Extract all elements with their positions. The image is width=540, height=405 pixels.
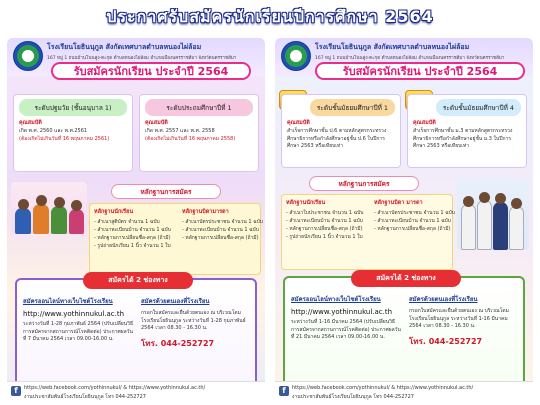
- school-website-link[interactable]: http://www.yothinnukul.ac.th: [23, 310, 125, 318]
- poster-footer: [275, 381, 533, 403]
- level-m4-title: ระดับชั้นมัธยมศึกษาปีที่ 4: [436, 99, 521, 116]
- evidence-item: - สำเนาบัตรประชาชน จำนวน 1 ฉบับ: [374, 210, 455, 216]
- page-headline: [0, 0, 540, 34]
- school-address: 167 หมู่ 1 ถนนบ้านโนนสูง-ตะกุด ตำบลหนองไผ่ล้อม อำเภอเมืองนครราชสีมา จังหวัดนครราชสีมา: [47, 56, 237, 61]
- requirements-label: คุณสมบัติ: [413, 120, 436, 126]
- apply-online-head: สมัครออนไลน์ทางเว็บไซต์โรงเรียน: [23, 298, 113, 305]
- level-m1-box: [281, 94, 401, 168]
- evidence-student-column: [94, 208, 171, 250]
- apply-onsite-column: [141, 296, 251, 350]
- school-logo: [13, 41, 43, 71]
- requirements-label: คุณสมบัติ: [145, 120, 168, 126]
- evidence-item: - หลักฐานการเปลี่ยนชื่อ-สกุล (ถ้ามี): [182, 235, 259, 241]
- school-name: โรงเรียนโยธินนุกูล สังกัดเทศบาลตำบลหนองไผ่ล้อม: [315, 43, 470, 51]
- school-logo: [281, 41, 311, 71]
- poster-primary: [7, 38, 265, 403]
- apply-online-column: [23, 296, 133, 344]
- students-photo: [11, 182, 87, 234]
- poster-footer: [7, 381, 265, 403]
- level-kindergarten-box: [13, 94, 133, 172]
- evidence-parent-head: หลักฐานบิดา มารดา: [374, 200, 423, 206]
- level-m4-box: [407, 94, 527, 168]
- level-m1-title: ระดับชั้นมัธยมศึกษาปีที่ 1: [310, 99, 395, 116]
- level-grade1-title: ระดับประถมศึกษาปีที่ 1: [145, 99, 253, 116]
- enrollment-banner: รับสมัครนักเรียน ประจำปี 2564: [315, 62, 525, 80]
- footer-links[interactable]: https://web.facebook.com/yothinnukul/ & https://www.yothinnukul.ac.th/: [24, 385, 206, 391]
- apply-online-head: สมัครออนไลน์ทางเว็บไซต์โรงเรียน: [291, 296, 381, 303]
- facebook-icon: f: [11, 386, 21, 396]
- evidence-item: - สำเนาทะเบียนบ้าน จำนวน 1 ฉบับ: [286, 218, 363, 224]
- evidence-item: - รูปถ่ายนักเรียน 1 นิ้ว จำนวน 1 ใบ: [94, 243, 171, 249]
- evidence-item: - หลักฐานการเปลี่ยนชื่อ-สกุล (ถ้ามี): [374, 226, 451, 232]
- requirements-text: สำเร็จการศึกษาชั้น ป.6 ตามหลักสูตรกระทรวงศึกษาธิการหรือกำลังศึกษาอยู่ชั้น ป.6 ในปีการศึกษา 2563 หรือเทียบเท่า: [287, 128, 387, 149]
- evidence-item: - หลักฐานการเปลี่ยนชื่อ-สกุล (ถ้ามี): [286, 226, 363, 232]
- evidence-title: หลักฐานการสมัคร: [111, 184, 221, 199]
- evidence-parent-head: หลักฐานบิดามารดา: [182, 209, 229, 215]
- evidence-item: - สำเนาทะเบียนบ้าน จำนวน 1 ฉบับ: [182, 227, 259, 233]
- enrollment-banner: รับสมัครนักเรียน ประจำปี 2564: [51, 62, 251, 80]
- apply-channels-box: [15, 278, 257, 394]
- footer-note: งานประชาสัมพันธ์โรงเรียนโยธินนุกูล โทร 044-252727: [24, 394, 146, 400]
- apply-onsite-head: สมัครด้วยตนเองที่โรงเรียน: [141, 298, 210, 305]
- evidence-parent-column: [374, 199, 455, 233]
- facebook-icon: f: [279, 386, 289, 396]
- apply-channels-box: [283, 276, 525, 392]
- evidence-title: หลักฐานการสมัคร: [309, 176, 419, 191]
- school-name: โรงเรียนโยธินนุกูล สังกัดเทศบาลตำบลหนองไผ่ล้อม: [47, 43, 202, 51]
- phone-number: โทร. 044-252727: [141, 338, 215, 348]
- apply-onsite-text: กรอกใบสมัครและยื่นด้วยตนเอง ณ บริเวณโดม โรงเรียนโยธินนุกูล ระหว่างวันที่ 1-16 มีนาคม 2564 เวลา 08.30 - 16.30 น.: [409, 308, 509, 329]
- level-grade1-box: [139, 94, 259, 172]
- requirements-text: เกิด พ.ศ. 2557 และ พ.ศ. 2558: [145, 128, 215, 134]
- evidence-item: - สำเนาทะเบียนบ้าน จำนวน 1 ฉบับ: [94, 227, 171, 233]
- headline-text: ประกาศรับสมัครนักเรียนปีการศึกษา 2564: [106, 6, 434, 26]
- footer-note: งานประชาสัมพันธ์โรงเรียนโยธินนุกูล โทร 044-252727: [292, 394, 414, 400]
- requirements-deadline: (ต้องเกิดไม่เกินวันที่ 16 พฤษภาคม 2558): [145, 135, 236, 142]
- evidence-box: [281, 194, 453, 270]
- requirements-text: เกิด พ.ศ. 2560 และ พ.ศ.2561: [19, 128, 88, 134]
- footer-links[interactable]: https://web.facebook.com/yothinnukul/ & https://www.yothinnukul.ac.th/: [292, 385, 474, 391]
- apply-channels-title: สมัครได้ 2 ช่องทาง: [83, 272, 193, 289]
- school-address: 167 หมู่ 1 ถนนบ้านโนนสูง-ตะกุด ตำบลหนองไผ่ล้อม อำเภอเมืองนครราชสีมา จังหวัดนครราชสีมา: [315, 56, 505, 61]
- evidence-student-head: หลักฐานนักเรียน: [286, 200, 326, 206]
- evidence-parent-column: [182, 208, 263, 242]
- students-photo: [457, 178, 529, 250]
- evidence-box: [89, 203, 261, 275]
- apply-channels-title: สมัครได้ 2 ช่องทาง: [351, 270, 461, 287]
- evidence-item: - สำเนาใบประชาชน จำนวน 1 ฉบับ: [286, 210, 364, 216]
- poster-secondary: [275, 38, 533, 403]
- apply-online-column: [291, 294, 401, 342]
- apply-online-text: ระหว่างวันที่ 1-16 มีนาคม 2564 (ปรับเปลี่ยนวิธีการสมัครจากสถานการณ์โรคติดต่อ) ประกาศผลวันที่ 21 มีนาคม 2564 เวลา 09.00-16.00 น.: [291, 319, 401, 340]
- evidence-item: - สำเนาสูติบัตร จำนวน 1 ฉบับ: [94, 219, 160, 225]
- evidence-item: - หลักฐานการเปลี่ยนชื่อ-สกุล (ถ้ามี): [94, 235, 171, 241]
- evidence-item: - สำเนาทะเบียนบ้าน จำนวน 1 ฉบับ: [374, 218, 451, 224]
- evidence-student-head: หลักฐานนักเรียน: [94, 209, 134, 215]
- apply-onsite-column: [409, 294, 519, 348]
- phone-number: โทร. 044-252727: [409, 336, 483, 346]
- requirements-label: คุณสมบัติ: [287, 120, 310, 126]
- level-kindergarten-title: ระดับปฐมวัย (ชั้นอนุบาล 1): [19, 99, 127, 116]
- requirements-label: คุณสมบัติ: [19, 120, 42, 126]
- evidence-student-column: [286, 199, 363, 241]
- requirements-deadline: (ต้องเกิดไม่เกินวันที่ 16 พฤษภาคม 2561): [19, 135, 110, 142]
- evidence-item: - สำเนาบัตรประชาชน จำนวน 1 ฉบับ: [182, 219, 263, 225]
- apply-online-text: ระหว่างวันที่ 1-28 กุมภาพันธ์ 2564 (ปรับเปลี่ยนวิธีการสมัครจากสถานการณ์โรคติดต่อ) ประกาศผลวันที่ 7 มีนาคม 2564 เวลา 09.00-16.00 น.: [23, 321, 134, 342]
- school-website-link[interactable]: http://www.yothinnukul.ac.th: [291, 308, 393, 316]
- requirements-text: สำเร็จการศึกษาชั้น ม.3 ตามหลักสูตรกระทรวงศึกษาธิการหรือกำลังศึกษาอยู่ชั้น ม.3 ในปีการศึกษา 2563 หรือเทียบเท่า: [413, 128, 513, 149]
- apply-onsite-head: สมัครด้วยตนเองที่โรงเรียน: [409, 296, 478, 303]
- apply-onsite-text: กรอกใบสมัครและยื่นด้วยตนเอง ณ บริเวณโดม โรงเรียนโยธินนุกูล ระหว่างวันที่ 1-28 กุมภาพันธ์ 2564 เวลา 08.30 - 16.30 น.: [141, 310, 246, 331]
- evidence-item: - รูปถ่ายนักเรียน 1 นิ้ว จำนวน 1 ใบ: [286, 234, 363, 240]
